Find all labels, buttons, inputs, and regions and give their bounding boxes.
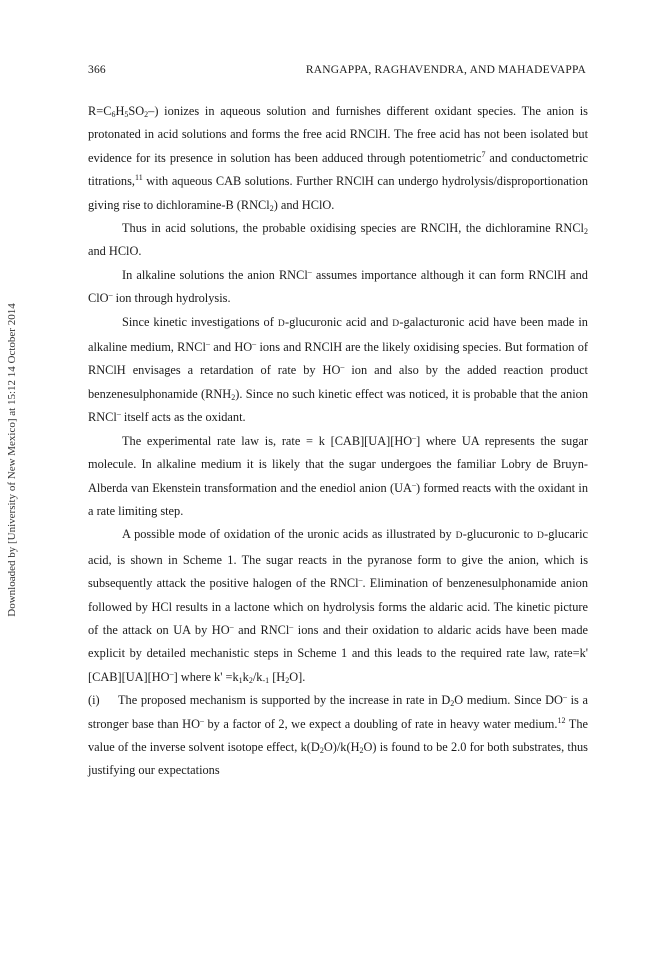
- paragraph-3: In alkaline solutions the anion RNCl– assumes importance although it can form RNClH and ClO– ion through hydrolysis.: [88, 266, 588, 306]
- reference-7: 7: [481, 149, 486, 159]
- reference-11: 11: [134, 173, 143, 183]
- reference-12: 12: [557, 715, 566, 725]
- page-header: [88, 64, 586, 84]
- article-body: [88, 100, 588, 783]
- paragraph-6: A possible mode of oxidation of the uronic acids as illustrated by D-glucuronic to D-glucaric acid, is shown in Scheme 1. The sugar reacts in the pyranose form to give the anion, which is subsequently attack the positive halogen of the RNCl–. Elimination of benzenesulphonamide anion followed by HCl results in a lactone which on hydrolysis forms the aldaric acid. The kinetic picture of the attack on UA by HO– and RNCl– ions and their oxidation to aldaric acids have been made explicit by detailed mechanistic steps in Scheme 1 and this leads to the required rate law, rate=k' [CAB][UA][HO–] where $k' =k_1k_2/k_{-1}$ $[H_2O]$.: [88, 527, 588, 685]
- download-watermark: [4, 240, 20, 680]
- point-label: (i): [88, 693, 100, 708]
- page-number: 366: [88, 64, 106, 76]
- paragraph-1: $R=C_6H_5SO_2-$) ionizes in aqueous solution and furnishes different oxidant species. The anion is protonated in acid solutions and forms the free acid RNClH. The free acid has not been isolated but evidence for its presence in solution has been adduced through potentiometric$^7$ and conductometric titrations,$^{11}$ with aqueous CAB solutions. Further RNClH can undergo hydrolysis/disproportionation giving rise to dichloramine-B (RNCl$_2$) and HClO.: [88, 104, 588, 213]
- paragraph-5: The experimental rate law is, rate = k [CAB][UA][HO–] where UA represents the sugar molecule. In alkaline medium it is likely that the sugar undergoes the familiar Lobry de Bruyn-Alberda van Ekenstein transformation and the enediol anion (UA–) formed reacts with the oxidant in a rate limiting step.: [88, 432, 588, 518]
- running-head: RANGAPPA, RAGHAVENDRA, AND MAHADEVAPPA: [305, 64, 586, 76]
- paragraph-2: Thus in acid solutions, the probable oxidising species are RNClH, the dichloramine RNCl$_2$ and HClO.: [88, 221, 588, 259]
- numbered-point-i: (i) The proposed mechanism is supported by the increase in rate in $D_2O$ medium. Since DO– is a stronger base than HO– by a factor of 2, we expect a doubling of rate in heavy water medium.$^{12}$ The value of the inverse solvent isotope effect, $k(D_2O)/k(H_2O)$ is found to be 2.0 for both substrates, thus justifying our expectations: [88, 689, 588, 783]
- download-watermark-text: Downloaded by [University of New Mexico] at 15:12 14 October 2014: [6, 303, 18, 617]
- paragraph-4: Since kinetic investigations of D-glucuronic acid and D-galacturonic acid have been made in alkaline medium, RNCl– and HO– ions and RNClH are the likely oxidising species. But formation of RNClH envisages a retardation of rate by HO– ion and also by the added reaction product benzenesulphonamide $(RNH_2)$. Since no such kinetic effect was noticed, it is probable that the anion RNCl– itself acts as the oxidant.: [88, 314, 589, 425]
